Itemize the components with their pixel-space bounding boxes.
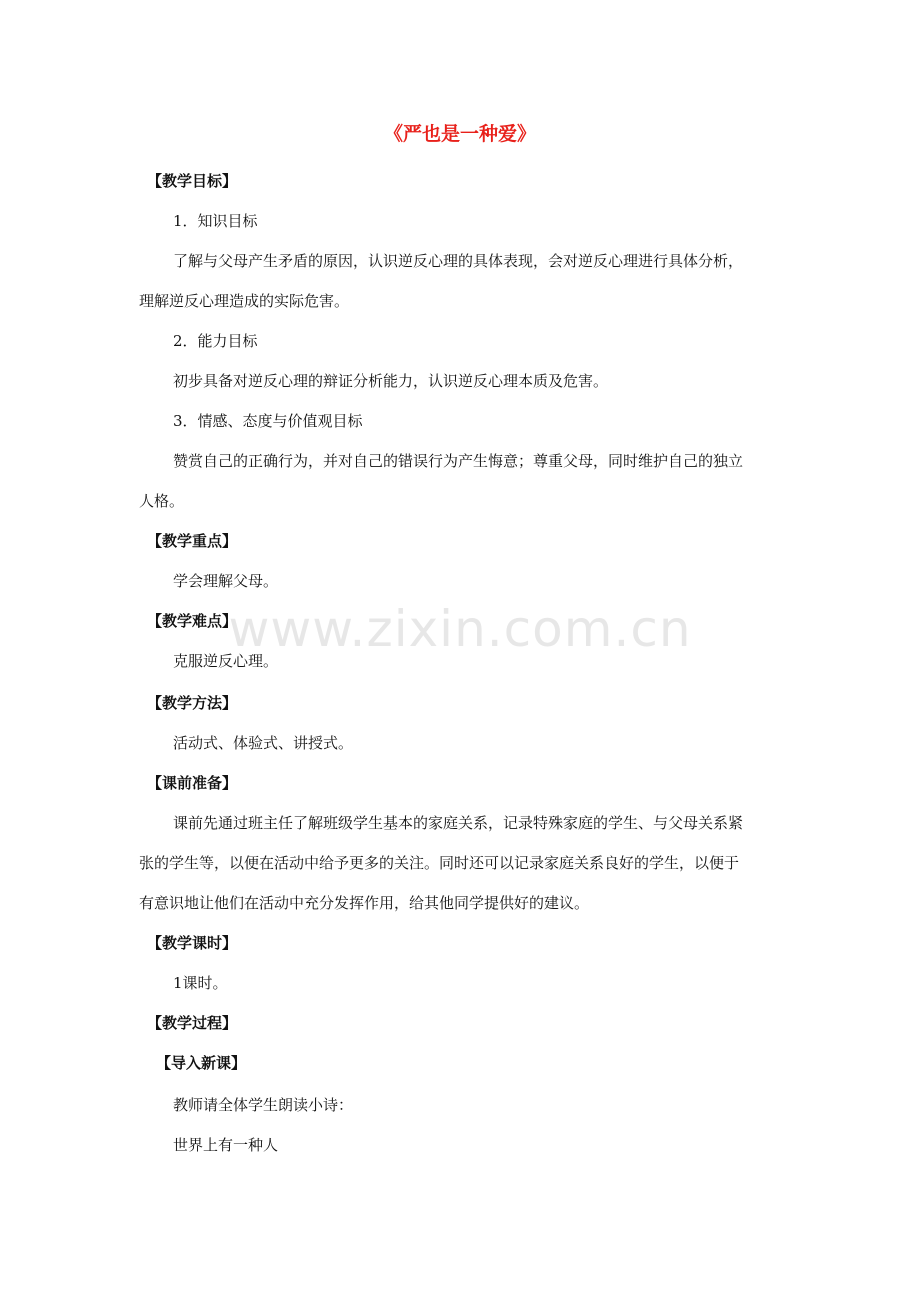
paragraph-prep-line2: 张的学生等，以便在活动中给予更多的关注。同时还可以记录家庭关系良好的学生，以便于 [139, 854, 740, 872]
paragraph-key: 学会理解父母。 [173, 572, 279, 590]
paragraph-difficulty: 克服逆反心理。 [173, 652, 279, 670]
paragraph-prep-line3: 有意识地让他们在活动中充分发挥作用，给其他同学提供好的建议。 [139, 894, 590, 912]
section-heading-method: 【教学方法】 [147, 694, 238, 712]
section-heading-prep: 【课前准备】 [147, 774, 238, 792]
section-heading-difficulty: 【教学难点】 [147, 612, 238, 630]
section-heading-objectives: 【教学目标】 [147, 172, 238, 190]
section-heading-key: 【教学重点】 [147, 532, 238, 550]
paragraph-hours: 1课时。 [173, 974, 228, 992]
subheading-emotion: 3．情感、态度与价值观目标 [173, 412, 363, 430]
section-heading-process: 【教学过程】 [147, 1014, 238, 1032]
paragraph-emotion-line1: 赞赏自己的正确行为，并对自己的错误行为产生悔意；尊重父母，同时维护自己的独立 [173, 452, 744, 470]
document-title: 《严也是一种爱》 [383, 123, 536, 145]
paragraph-emotion-line2: 人格。 [139, 492, 185, 510]
subheading-knowledge: 1．知识目标 [173, 212, 258, 230]
paragraph-prep-line1: 课前先通过班主任了解班级学生基本的家庭关系，记录特殊家庭的学生、与父母关系紧 [173, 814, 744, 832]
paragraph-knowledge-line2: 理解逆反心理造成的实际危害。 [139, 292, 350, 310]
section-heading-hours: 【教学课时】 [147, 934, 238, 952]
subsection-heading-intro: 【导入新课】 [156, 1054, 247, 1072]
subheading-ability: 2．能力目标 [173, 332, 258, 350]
paragraph-intro: 教师请全体学生朗读小诗： [173, 1096, 354, 1114]
paragraph-knowledge-line1: 了解与父母产生矛盾的原因，认识逆反心理的具体表现，会对逆反心理进行具体分析， [173, 252, 744, 270]
poem-line: 世界上有一种人 [173, 1136, 279, 1154]
watermark: www.zixin.com.cn [228, 600, 692, 658]
paragraph-method: 活动式、体验式、讲授式。 [173, 734, 354, 752]
paragraph-ability-line1: 初步具备对逆反心理的辩证分析能力，认识逆反心理本质及危害。 [173, 372, 609, 390]
